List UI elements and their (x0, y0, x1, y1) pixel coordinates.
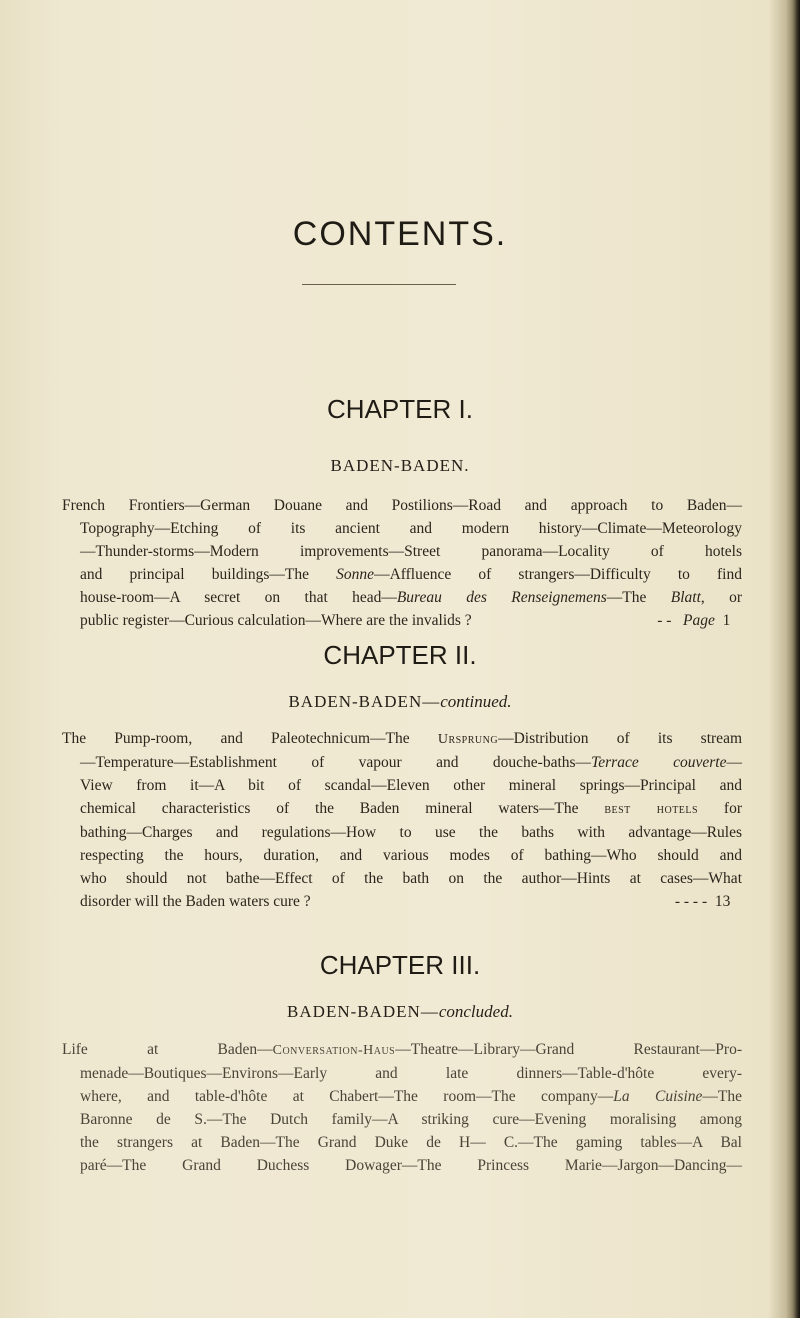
chapter-3-line-3: where, and table-d'hôte at Chabert—The room—The company—La Cuisine—The (80, 1088, 743, 1105)
chapter-3-subtitle-text: BADEN-BADEN— (287, 1002, 439, 1021)
chapter-3-subtitle (0, 1002, 800, 1022)
term-conversation-haus: Conversation-Haus (272, 1043, 396, 1058)
term-best-hotels: best hotels (604, 802, 699, 817)
chapter-1-subtitle (0, 456, 800, 476)
term-blatt: Blatt (670, 589, 701, 606)
chapter-2-line-8: disorder will the Baden waters cure ? - - - - 13 (62, 890, 742, 913)
chapter-3-heading: CHAPTER III. (319, 950, 481, 980)
chapter-2-subtitle-text: BADEN-BADEN— (288, 692, 441, 711)
chapter-1-line-3: —Thunder-storms—Modern improvements—Street panorama—Locality of hotels (80, 543, 742, 560)
chapter-2-summary (62, 727, 742, 913)
chapter-1-page-number: 1 (722, 612, 731, 629)
chapter-2-line-6: respecting the hours, duration, and various modes of bathing—Who should and (80, 847, 742, 864)
chapter-2-line-3: View from it—A bit of scandal—Eleven other mineral springs—Principal and (80, 777, 742, 794)
chapter-2-heading: CHAPTER II. (323, 640, 477, 670)
chapter-3-line-5: the strangers at Baden—The Grand Duke de H— C.—The gaming tables—A Bal (80, 1134, 742, 1151)
page-edge-shadow (786, 0, 800, 1318)
chapter-2-line-1: The Pump-room, and Paleotechnicum—The Ursprung—Distribution of its stream (62, 730, 743, 747)
chapter-2-page-number: 13 (714, 893, 731, 910)
page-title: CONTENTS. (292, 215, 508, 253)
title-divider (302, 284, 456, 285)
chapter-3-line-2: menade—Boutiques—Environs—Early and late dinners—Table-d'hôte every- (80, 1065, 742, 1082)
chapter-2-line-5: bathing—Charges and regulations—How to use the baths with advantage—Rules (80, 824, 742, 841)
chapter-1-line-2: Topography—Etching of its ancient and modern history—Climate—Meteorology (80, 520, 742, 537)
term-sonne: Sonne (336, 566, 375, 583)
chapter-2-line-2: —Temperature—Establishment of vapour and douche-baths—Terrace couverte— (80, 754, 742, 771)
chapter-3-summary (62, 1038, 742, 1177)
chapter-3-line-4: Baronne de S.—The Dutch family—A striking cure—Evening moralising among (80, 1111, 742, 1128)
term-ursprung: Ursprung (437, 732, 499, 747)
chapter-2-subtitle (0, 692, 800, 712)
term-la-cuisine: La Cuisine (613, 1088, 703, 1105)
chapter-1-subtitle-text: BADEN-BADEN. (330, 456, 470, 475)
chapter-1-page-ref: - - Page 1 (657, 612, 731, 629)
chapter-1-heading: CHAPTER I. (327, 394, 473, 424)
chapter-1-line-6: public register—Curious calculation—Where are the invalids ? - - Page 1 (62, 609, 742, 632)
chapter-3-line-1: Life at Baden—Conversation-Haus—Theatre—Library—Grand Restaurant—Pro- (62, 1041, 742, 1058)
chapter-2-subtitle-suffix: continued. (440, 692, 512, 711)
term-bureau: Bureau des Renseignemens (396, 589, 607, 606)
chapter-3-subtitle-suffix: concluded. (438, 1002, 513, 1021)
chapter-1-line-5: house-room—A secret on that head—Bureau des Renseignemens—The Blatt, or (80, 589, 742, 606)
chapter-1-line-1: French Frontiers—German Douane and Postilions—Road and approach to Baden— (62, 497, 742, 514)
chapter-3-line-6: paré—The Grand Duchess Dowager—The Princess Marie—Jargon—Dancing— (80, 1157, 742, 1174)
chapter-2-line-7: who should not bathe—Effect of the bath on the author—Hints at cases—What (80, 870, 742, 887)
chapter-1-line-4: and principal buildings—The Sonne—Affluence of strangers—Difficulty to find (80, 566, 742, 583)
term-terrace: Terrace couverte (591, 754, 727, 771)
chapter-2-line-4: chemical characteristics of the Baden mineral waters—The best hotels for (80, 800, 742, 817)
chapter-2-page-ref: - - - - 13 (674, 893, 731, 910)
chapter-1-summary (62, 494, 742, 632)
